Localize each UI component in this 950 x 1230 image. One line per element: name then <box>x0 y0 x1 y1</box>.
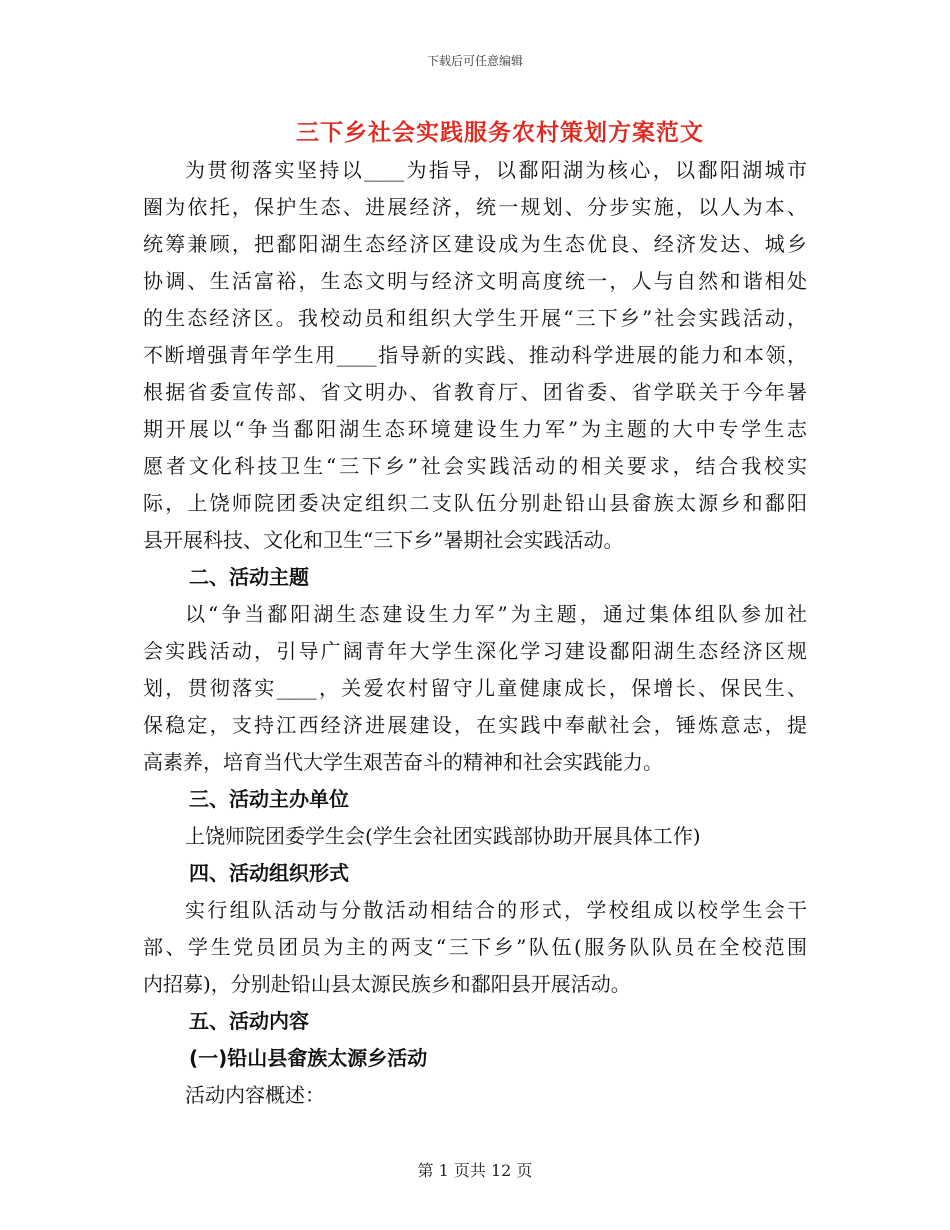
paragraph-line: 根据省委宣传部、省文明办、省教育厅、团省委、省学联关于今年暑 <box>143 380 807 404</box>
paragraph-line: 县开展科技、文化和卫生“三下乡”暑期社会实践活动。 <box>143 528 624 552</box>
section-heading-content: 五、活动内容 <box>189 1009 309 1033</box>
paragraph-line: 不断增强青年学生用____指导新的实践、推动科学进展的能力和本领， <box>143 343 807 367</box>
paragraph-line: 协调、生活富裕，生态文明与经济文明高度统一，人与自然和谐相处 <box>143 269 807 293</box>
paragraph-line: 际，上饶师院团委决定组织二支队伍分别赴铅山县畲族太源乡和鄱阳 <box>143 491 807 515</box>
paragraph-line: 会实践活动，引导广阔青年大学生深化学习建设鄱阳湖生态经济区规 <box>143 639 807 663</box>
paragraph-line: 上饶师院团委学生会(学生会社团实践部协助开展具体工作) <box>185 824 701 848</box>
section-heading-format: 四、活动组织形式 <box>189 861 349 885</box>
subsection-heading: (一)铅山县畲族太源乡活动 <box>189 1046 428 1070</box>
section-heading-organizer: 三、活动主办单位 <box>189 787 349 811</box>
section-heading-theme: 二、活动主题 <box>189 565 309 589</box>
paragraph-line: 高素养，培育当代大学生艰苦奋斗的精神和社会实践能力。 <box>143 750 663 774</box>
paragraph-line: 划，贯彻落实____，关爱农村留守儿童健康成长，保增长、保民生、 <box>143 676 807 700</box>
document-body <box>143 152 807 1114</box>
paragraph-line: 保稳定，支持江西经济进展建设，在实践中奉献社会，锤炼意志，提 <box>143 713 807 737</box>
paragraph-line: 为贯彻落实坚持以____为指导，以鄱阳湖为核心，以鄱阳湖城市 <box>185 158 807 182</box>
document-title: 三下乡社会实践服务农村策划方案范文 <box>296 119 704 146</box>
paragraph-line: 活动内容概述： <box>185 1083 325 1107</box>
paragraph-line: 的生态经济区。我校动员和组织大学生开展“三下乡”社会实践活动， <box>143 306 807 330</box>
paragraph-line: 圈为依托，保护生态、进展经济，统一规划、分步实施，以人为本、 <box>143 195 807 219</box>
paragraph-line: 以“争当鄱阳湖生态建设生力军”为主题，通过集体组队参加社 <box>185 602 807 626</box>
paragraph-line: 愿者文化科技卫生“三下乡”社会实践活动的相关要求，结合我校实 <box>143 454 807 478</box>
paragraph-line: 部、学生党员团员为主的两支“三下乡”队伍(服务队队员在全校范围 <box>143 935 807 959</box>
paragraph-line: 实行组队活动与分散活动相结合的形式，学校组成以校学生会干 <box>185 898 807 922</box>
page-number-footer: 第 1 页共 12 页 <box>417 1161 533 1180</box>
paragraph-line: 统筹兼顾，把鄱阳湖生态经济区建设成为生态优良、经济发达、城乡 <box>143 232 807 256</box>
paragraph-line: 期开展以“争当鄱阳湖生态环境建设生力军”为主题的大中专学生志 <box>143 417 807 441</box>
paragraph-line: 内招募)，分别赴铅山县太源民族乡和鄱阳县开展活动。 <box>143 972 631 996</box>
header-note: 下载后可任意编辑 <box>426 54 523 68</box>
